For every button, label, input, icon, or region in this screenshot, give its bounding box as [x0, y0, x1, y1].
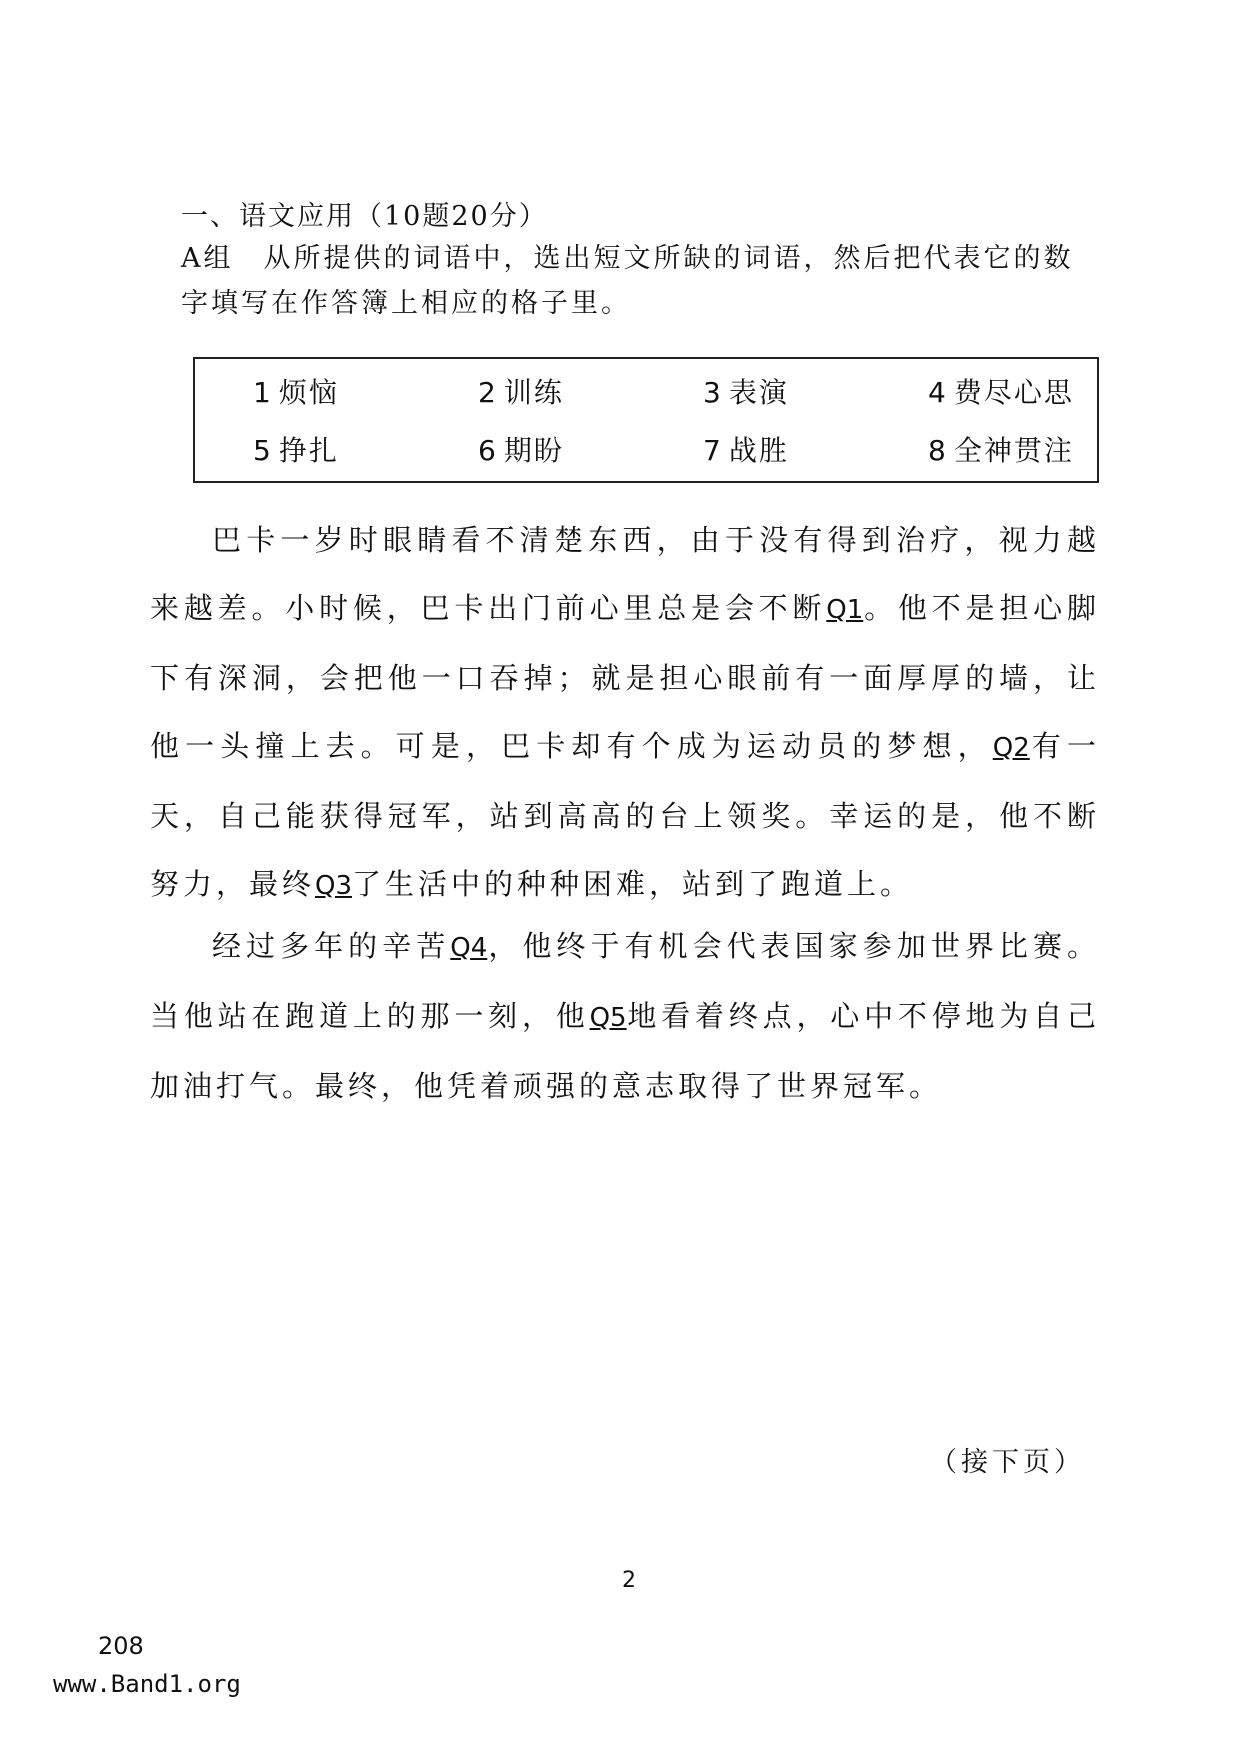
paragraph-text [150, 506, 1100, 920]
blank-q1: Q1 [826, 595, 864, 625]
blank-q3: Q3 [315, 871, 353, 901]
word-option-number: 6 [478, 434, 498, 467]
word-option-text: 表演 [728, 376, 789, 409]
continue-note: （接下页） [930, 1447, 1085, 1478]
word-option-text: 战胜 [728, 434, 789, 467]
word-option-text: 费尽心思 [953, 376, 1074, 409]
word-option-number: 5 [253, 434, 273, 467]
passage-text: 地看着终点，心中不停地为自己加油打气。最终，他凭着顽强的意志取得了世界冠军。 [150, 999, 1100, 1103]
blank-q2: Q2 [992, 733, 1030, 763]
passage-text: 了生活中的种种困难，站到了跑道上。 [352, 867, 914, 901]
paragraph-text [150, 912, 1100, 1120]
word-option-text: 烦恼 [278, 376, 339, 409]
word-option-number: 1 [253, 376, 273, 409]
passage-paragraph-2 [150, 912, 1100, 1120]
passage-text: 有一天，自己能获得冠军，站到高高的台上领奖。幸运的是，他不断努力，最终 [150, 729, 1100, 901]
word-option [928, 429, 1108, 469]
word-option [253, 371, 478, 411]
word-option-text: 挣扎 [278, 434, 339, 467]
word-option-number: 7 [703, 434, 723, 467]
blank-q5: Q5 [589, 1003, 627, 1033]
word-option-text: 期盼 [503, 434, 564, 467]
page-number: 2 [622, 1568, 636, 1593]
word-bank-grid [253, 371, 1083, 469]
passage-text: 巴卡一岁时眼睛看不清楚东西，由于没有得到治疗，视力越来越差。小时候，巴卡出门前心里总是会不断 [150, 523, 1100, 625]
word-option [253, 429, 478, 469]
passage-text: ，他终于有机会代表国家参加世界比赛。当他站在跑道上的那一刻，他 [150, 929, 1100, 1033]
word-option [703, 429, 928, 469]
blank-q4: Q4 [450, 933, 488, 963]
word-option-number: 2 [478, 376, 498, 409]
document-number: 208 [98, 1632, 144, 1660]
instruction-text: A组 从所提供的词语中，选出短文所缺的词语，然后把代表它的数字填写在作答簿上相应的格子里。 [181, 243, 1074, 319]
site-url: www.Band1.org [53, 1670, 241, 1698]
word-option-text: 全神贯注 [953, 434, 1074, 467]
word-option-number: 8 [928, 434, 948, 467]
section-title: 一、语文应用（10题20分） [181, 201, 548, 232]
word-option-text: 训练 [503, 376, 564, 409]
passage-text: 经过多年的辛苦 [212, 929, 451, 963]
word-option-number: 4 [928, 376, 948, 409]
word-bank-box [193, 357, 1099, 483]
word-option [703, 371, 928, 411]
word-option-number: 3 [703, 376, 723, 409]
passage-paragraph-1 [150, 506, 1100, 920]
word-option [478, 429, 703, 469]
word-option [928, 371, 1108, 411]
word-option [478, 371, 703, 411]
passage-text: 。他不是担心脚下有深洞，会把他一口吞掉；就是担心眼前有一面厚厚的墙，让他一头撞上去。可是，巴卡却有个成为运动员的梦想， [150, 591, 1100, 763]
